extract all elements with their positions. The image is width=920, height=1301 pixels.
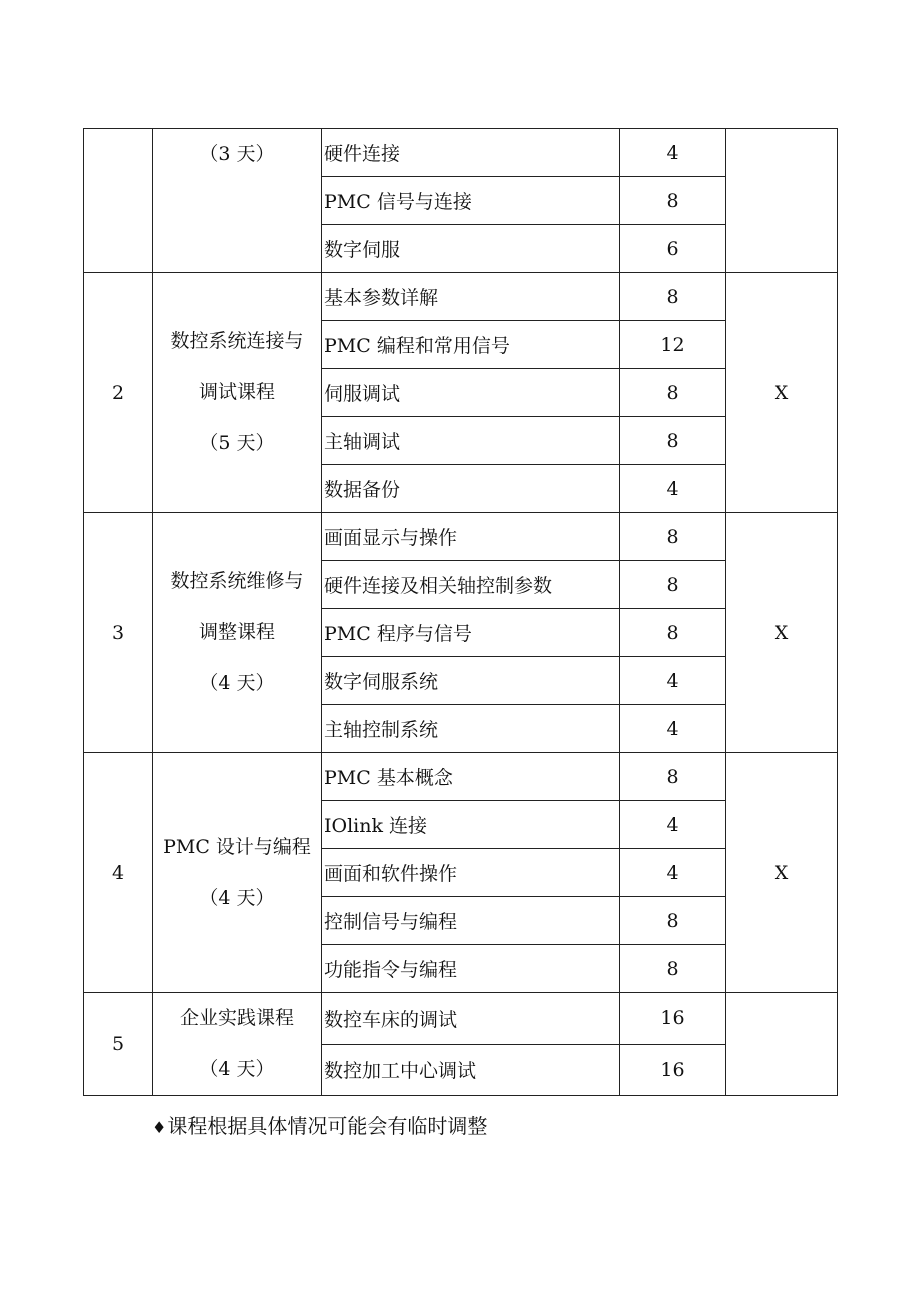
hours-cell: 8 [620,897,726,945]
course-name-line: （5 天） [199,432,275,454]
course-name-line: （4 天） [199,886,275,909]
course-schedule-table [83,128,838,1096]
course-name-line: （3 天） [199,143,275,165]
topic-cell: 伺服调试 [322,369,620,417]
course-number [84,129,153,273]
table-row [84,129,838,177]
course-name [153,273,322,513]
topic-cell: 画面显示与操作 [322,513,620,561]
course-name-line: （4 天） [199,672,275,694]
hours-cell: 8 [620,369,726,417]
hours-cell: 12 [620,321,726,369]
hours-cell: 4 [620,849,726,897]
hours-cell: 16 [620,993,726,1045]
topic-cell: 基本参数详解 [322,273,620,321]
topic-cell: 数据备份 [322,465,620,513]
mark-cell: X [726,753,838,993]
hours-cell: 8 [620,513,726,561]
topic-cell: 画面和软件操作 [322,849,620,897]
course-name-line: 企业实践课程 [179,1007,294,1029]
topic-cell: PMC 编程和常用信号 [322,321,620,369]
table-row [84,513,838,561]
topic-cell: 数字伺服 [322,225,620,273]
course-name-line: 数控系统维修与 [170,570,304,592]
topic-cell: 控制信号与编程 [322,897,620,945]
course-name-line: 调整课程 [198,621,275,643]
course-name [153,993,322,1096]
table-row [84,273,838,321]
hours-cell: 4 [620,129,726,177]
hours-cell: 4 [620,801,726,849]
mark-cell [726,993,838,1096]
course-name-line: 数控系统连接与 [170,330,304,352]
hours-cell: 8 [620,561,726,609]
mark-cell: X [726,273,838,513]
topic-cell: 主轴控制系统 [322,705,620,753]
topic-cell: IOlink 连接 [322,801,620,849]
course-name [153,513,322,753]
mark-cell [726,129,838,273]
topic-cell: 功能指令与编程 [322,945,620,993]
course-table-body [84,129,838,1096]
hours-cell: 8 [620,177,726,225]
hours-cell: 4 [620,657,726,705]
hours-cell: 8 [620,417,726,465]
topic-cell: 硬件连接及相关轴控制参数 [322,561,620,609]
mark-cell: X [726,513,838,753]
topic-cell: 数字伺服系统 [322,657,620,705]
hours-cell: 4 [620,705,726,753]
diamond-bullet-icon: ♦ [152,1118,167,1137]
topic-cell: 主轴调试 [322,417,620,465]
course-name-line: 调试课程 [198,381,275,403]
topic-cell: PMC 程序与信号 [322,609,620,657]
course-name [153,753,322,993]
hours-cell: 6 [620,225,726,273]
hours-cell: 4 [620,465,726,513]
hours-cell: 8 [620,609,726,657]
topic-cell: PMC 信号与连接 [322,177,620,225]
course-number: 4 [84,753,153,993]
footnote [152,1110,487,1139]
course-name [153,129,322,273]
topic-cell: 数控加工中心调试 [322,1044,620,1096]
hours-cell: 8 [620,945,726,993]
course-number: 5 [84,993,153,1096]
course-name-line: （4 天） [199,1058,275,1080]
course-name-line: PMC 设计与编程 [163,835,311,858]
hours-cell: 8 [620,753,726,801]
course-number: 3 [84,513,153,753]
table-row [84,993,838,1045]
course-number: 2 [84,273,153,513]
topic-cell: 硬件连接 [322,129,620,177]
hours-cell: 8 [620,273,726,321]
topic-cell: PMC 基本概念 [322,753,620,801]
footnote-text: 课程根据具体情况可能会有临时调整 [167,1114,488,1138]
hours-cell: 16 [620,1044,726,1096]
topic-cell: 数控车床的调试 [322,993,620,1045]
table-row [84,753,838,801]
